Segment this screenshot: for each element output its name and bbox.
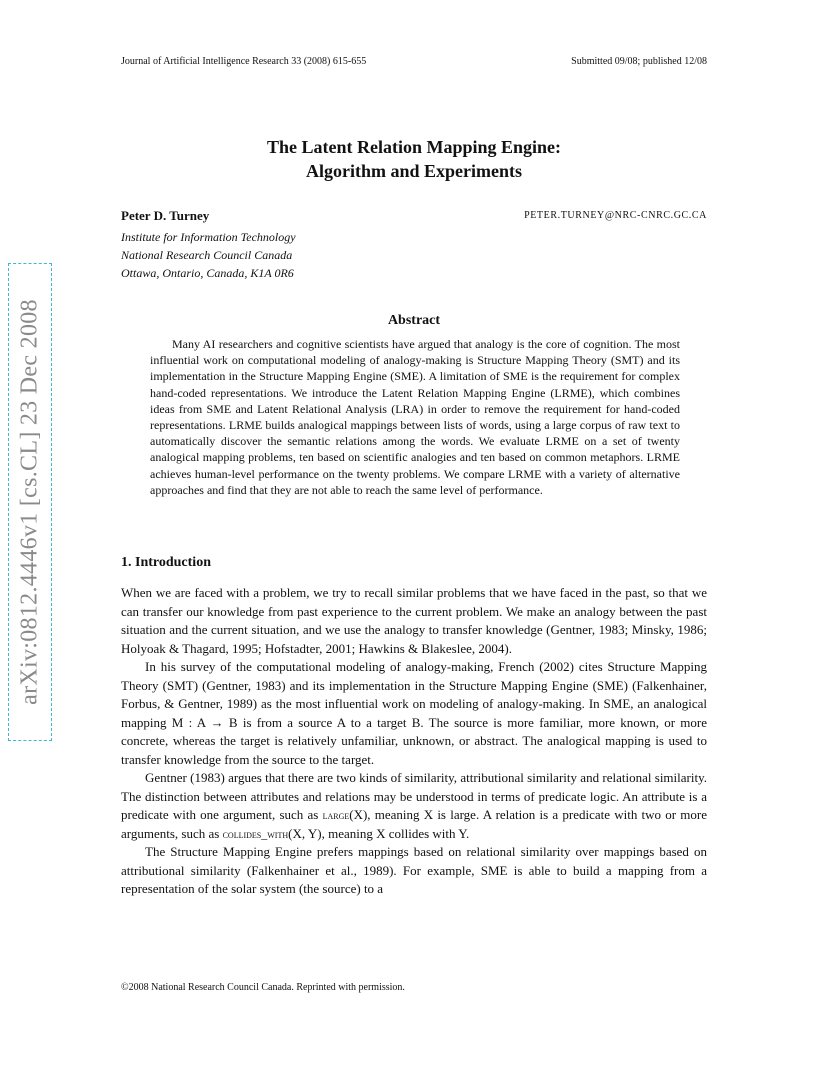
abstract-heading: Abstract	[387, 313, 441, 328]
paragraph: When we are faced with a problem, we try to recall similar problems that we have faced in the past, so that we can transfer our knowledge from past experience to the current problem. We make an analogy between the past situation and the current situation, and we use the analogy to transfer knowledge (Gentner, 1983; Minsky, 1986; Holyoak & Thagard, 1995; Hofstadter, 2001; Hawkins & Blakeslee, 2004).	[121, 585, 707, 656]
paragraph: The Structure Mapping Engine prefers mappings based on relational similarity over mappings based on attributional similarity (Falkenhainer et al., 1989). For example, SME is able to build a mapping from a representation of the solar system (the source) to a	[121, 844, 707, 896]
affiliation-line: National Research Council Canada	[121, 248, 293, 262]
journal-header: Journal of Artificial Intelligence Research 33 (2008) 615-655	[121, 56, 367, 67]
affiliation-line: Institute for Information Technology	[121, 230, 296, 244]
section-heading: 1. Introduction	[121, 555, 211, 570]
section-body	[121, 584, 707, 899]
title-line-1: The Latent Relation Mapping Engine:	[266, 137, 562, 157]
title-line-2: Algorithm and Experiments	[306, 161, 522, 181]
paragraph-text: Gentner (1983) argues that there are two kinds of similarity, attributional similarity and relational similarity. The distinction between attributes and relations may be understood in terms of predicate logic. An attribute is a predicate with one argument, such as	[121, 770, 707, 822]
author-name: Peter D. Turney	[121, 208, 210, 223]
abstract-text: Many AI researchers and cognitive scientists have argued that analogy is the core of cognition. The most influential work on computational modeling of analogy-making is Structure Mapping Theory (SMT) and its implementation in the Structure Mapping Engine (SME). A limitation of SME is the requirement for complex hand-coded representations. We introduce the Latent Relation Mapping Engine (LRME), which combines ideas from SME and Latent Relational Analysis (LRA) in order to remove the requirement for hand-coded representations. LRME builds analogical mappings between lists of words, using a large corpus of raw text to automatically discover the semantic relations among the words. We evaluate LRME on a set of twenty analogical mapping problems, ten based on scientific analogies and ten based on common metaphors. LRME achieves human-level performance on the twenty problems. We compare LRME with a variety of alternative approaches and find that they are not able to reach the same level of performance.	[150, 337, 680, 497]
author-email: PETER.TURNEY@NRC-CNRC.GC.CA	[524, 210, 707, 221]
author-affiliation	[121, 228, 296, 282]
predicate-collides-with: collides_with	[222, 826, 289, 841]
submission-dates: Submitted 09/08; published 12/08	[571, 56, 707, 67]
copyright-footer: ©2008 National Research Council Canada. Reprinted with permission.	[121, 982, 405, 993]
arxiv-identifier: arXiv:0812.4446v1 [cs.CL] 23 Dec 2008	[16, 299, 43, 705]
paper-title	[0, 135, 828, 183]
predicate-large: large	[322, 808, 350, 822]
paragraph: In his survey of the computational modeling of analogy-making, French (2002) cites Structure Mapping Theory (SMT) (Gentner, 1983) and its implementation in the Structure Mapping Engine (SME) (Falkenhainer, Forbus, & Gentner, 1989) as the most influential work on modeling of analogy-making. In SME, an analogical mapping M : A → B is from a source A to a target B. The source is more familiar, more known, or more concrete, whereas the target is relatively unfamiliar, unknown, or abstract. The analogical mapping is used to transfer knowledge from the source to the target.	[121, 659, 707, 767]
paragraph-text: (X, Y), meaning X collides with Y.	[288, 825, 470, 841]
affiliation-line: Ottawa, Ontario, Canada, K1A 0R6	[121, 266, 294, 280]
paragraph	[121, 769, 707, 843]
abstract-body	[150, 336, 680, 498]
paragraph-text: (X), meaning X is large. A relation is a predicate with two or more arguments, such as	[121, 807, 708, 841]
